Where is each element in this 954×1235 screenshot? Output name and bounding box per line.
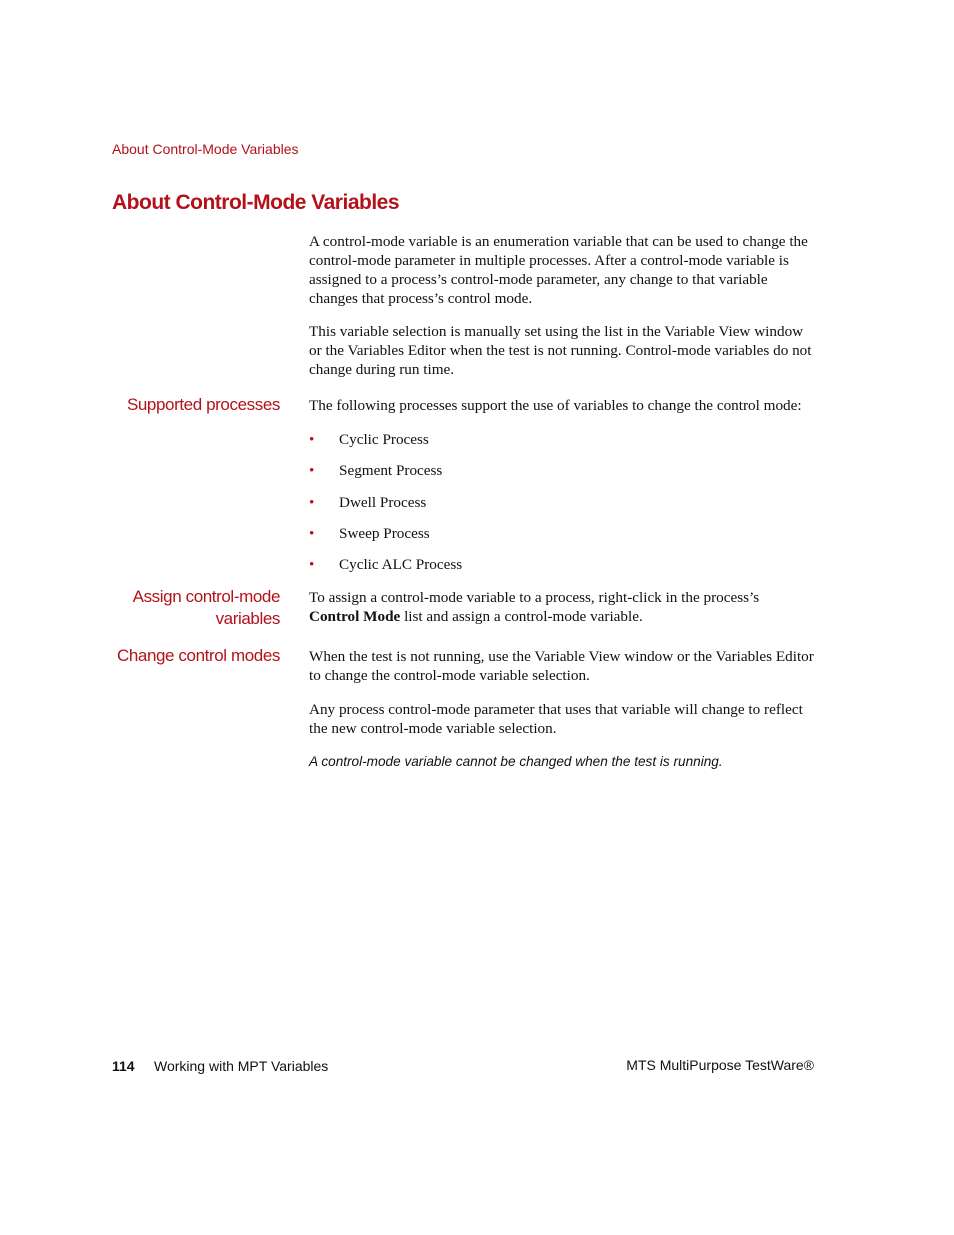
page-number: 114 bbox=[112, 1058, 135, 1074]
list-item-label: Sweep Process bbox=[339, 525, 430, 542]
intro-paragraph-2: This variable selection is manually set using the list in the Variable View window or the Variables Editor when the test is not running. Control-mode variables do not change during run time. bbox=[309, 323, 812, 378]
footer-chapter: Working with MPT Variables bbox=[154, 1058, 329, 1074]
change-control-modes-heading: Change control modes bbox=[116, 646, 280, 665]
bullet-icon: • bbox=[309, 462, 315, 479]
list-item bbox=[309, 555, 462, 574]
change-paragraph-2: Any process control-mode parameter that uses that variable will change to reflect the new control-mode variable selection. bbox=[309, 701, 803, 737]
assign-heading-line-2: variables bbox=[215, 609, 280, 628]
supported-processes-heading: Supported processes bbox=[126, 395, 280, 414]
assign-text-post: list and assign a control-mode variable. bbox=[400, 608, 643, 625]
footer-product: MTS MultiPurpose TestWare® bbox=[626, 1057, 814, 1073]
list-item-label: Segment Process bbox=[339, 462, 443, 479]
control-mode-term: Control Mode bbox=[309, 608, 401, 625]
change-paragraph-1: When the test is not running, use the Variable View window or the Variables Editor to change the control-mode variable selection. bbox=[309, 648, 814, 684]
bullet-icon: • bbox=[309, 556, 315, 573]
list-item-label: Cyclic ALC Process bbox=[339, 556, 463, 573]
list-item bbox=[309, 430, 429, 449]
assign-text-pre: To assign a control-mode variable to a process, right-click in the process’s bbox=[309, 589, 760, 606]
bullet-icon: • bbox=[309, 431, 315, 448]
assign-paragraph bbox=[309, 588, 819, 626]
supported-processes-lead: The following processes support the use of variables to change the control mode: bbox=[309, 397, 802, 414]
list-item bbox=[309, 493, 426, 512]
list-item-label: Dwell Process bbox=[339, 494, 427, 511]
list-item bbox=[309, 461, 442, 480]
running-head: About Control-Mode Variables bbox=[112, 141, 299, 157]
bullet-icon: • bbox=[309, 494, 315, 511]
assign-variables-heading bbox=[133, 586, 280, 630]
intro-paragraph-1: A control-mode variable is an enumeration variable that can be used to change the control-mode parameter in multiple processes. After a control-mode variable is assigned to a process’s control-mode parameter, any change to that variable changes that process’s control mode. bbox=[309, 233, 808, 307]
section-title: About Control-Mode Variables bbox=[112, 191, 400, 214]
list-item-label: Cyclic Process bbox=[339, 431, 429, 448]
list-item bbox=[309, 524, 430, 543]
note-text: A control-mode variable cannot be changed when the test is running. bbox=[309, 754, 723, 769]
assign-heading-line-1: Assign control-mode bbox=[132, 587, 280, 606]
bullet-icon: • bbox=[309, 525, 315, 542]
